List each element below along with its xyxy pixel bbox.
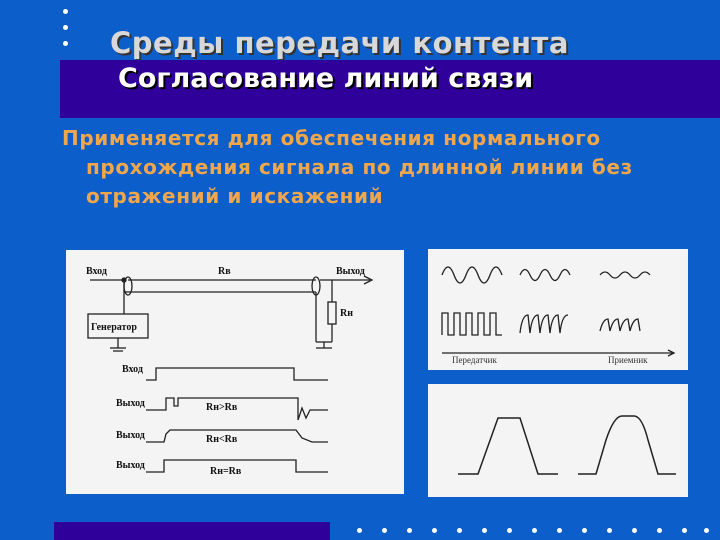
pulse-row-input-label: Вход [122, 364, 143, 375]
pulse-shape-diagram [428, 384, 688, 497]
body-text: Применяется для обеспечения нормального прохождения сигнала по длинной линии без отражений и искажений [62, 126, 633, 208]
generator-label: Генератор [91, 322, 137, 333]
decor-dot [63, 41, 68, 46]
decor-dot [457, 528, 462, 533]
decor-dot [357, 528, 362, 533]
slide-subtitle: Согласование линий связи [118, 63, 534, 94]
waveform-panel [428, 249, 688, 370]
decor-dot [632, 528, 637, 533]
receiver-label: Приемник [608, 355, 648, 365]
case-label: Rн=Rв [210, 466, 242, 477]
decor-dot [382, 528, 387, 533]
decor-dot [407, 528, 412, 533]
decor-dot [532, 528, 537, 533]
circuit-diagram-panel [66, 250, 404, 494]
decor-dot [63, 25, 68, 30]
decor-dot [607, 528, 612, 533]
decor-dot [63, 9, 68, 14]
output-label: Выход [336, 266, 365, 277]
decor-dot [682, 528, 687, 533]
input-label: Вход [86, 266, 107, 277]
case-label: Rн<Rв [206, 434, 238, 445]
case-label: Rн>Rв [206, 402, 238, 413]
slide-title: Среды передачи контента [110, 26, 569, 60]
decor-dot [482, 528, 487, 533]
pulse-row-output-label: Выход [116, 430, 145, 441]
waveform-diagram [428, 249, 688, 370]
pulse-shape-panel [428, 384, 688, 497]
load-resistance-label: Rн [340, 308, 353, 319]
pulse-row-output-label: Выход [116, 460, 145, 471]
decor-dot [582, 528, 587, 533]
circuit-diagram [66, 250, 404, 494]
decor-dot [704, 528, 709, 533]
decor-dot [432, 528, 437, 533]
decor-dot [557, 528, 562, 533]
line-resistance-label: Rв [218, 266, 231, 277]
pulse-row-output-label: Выход [116, 398, 145, 409]
bottom-band [54, 522, 330, 540]
transmitter-label: Передатчик [452, 355, 497, 365]
decor-dot [657, 528, 662, 533]
decor-dot [507, 528, 512, 533]
